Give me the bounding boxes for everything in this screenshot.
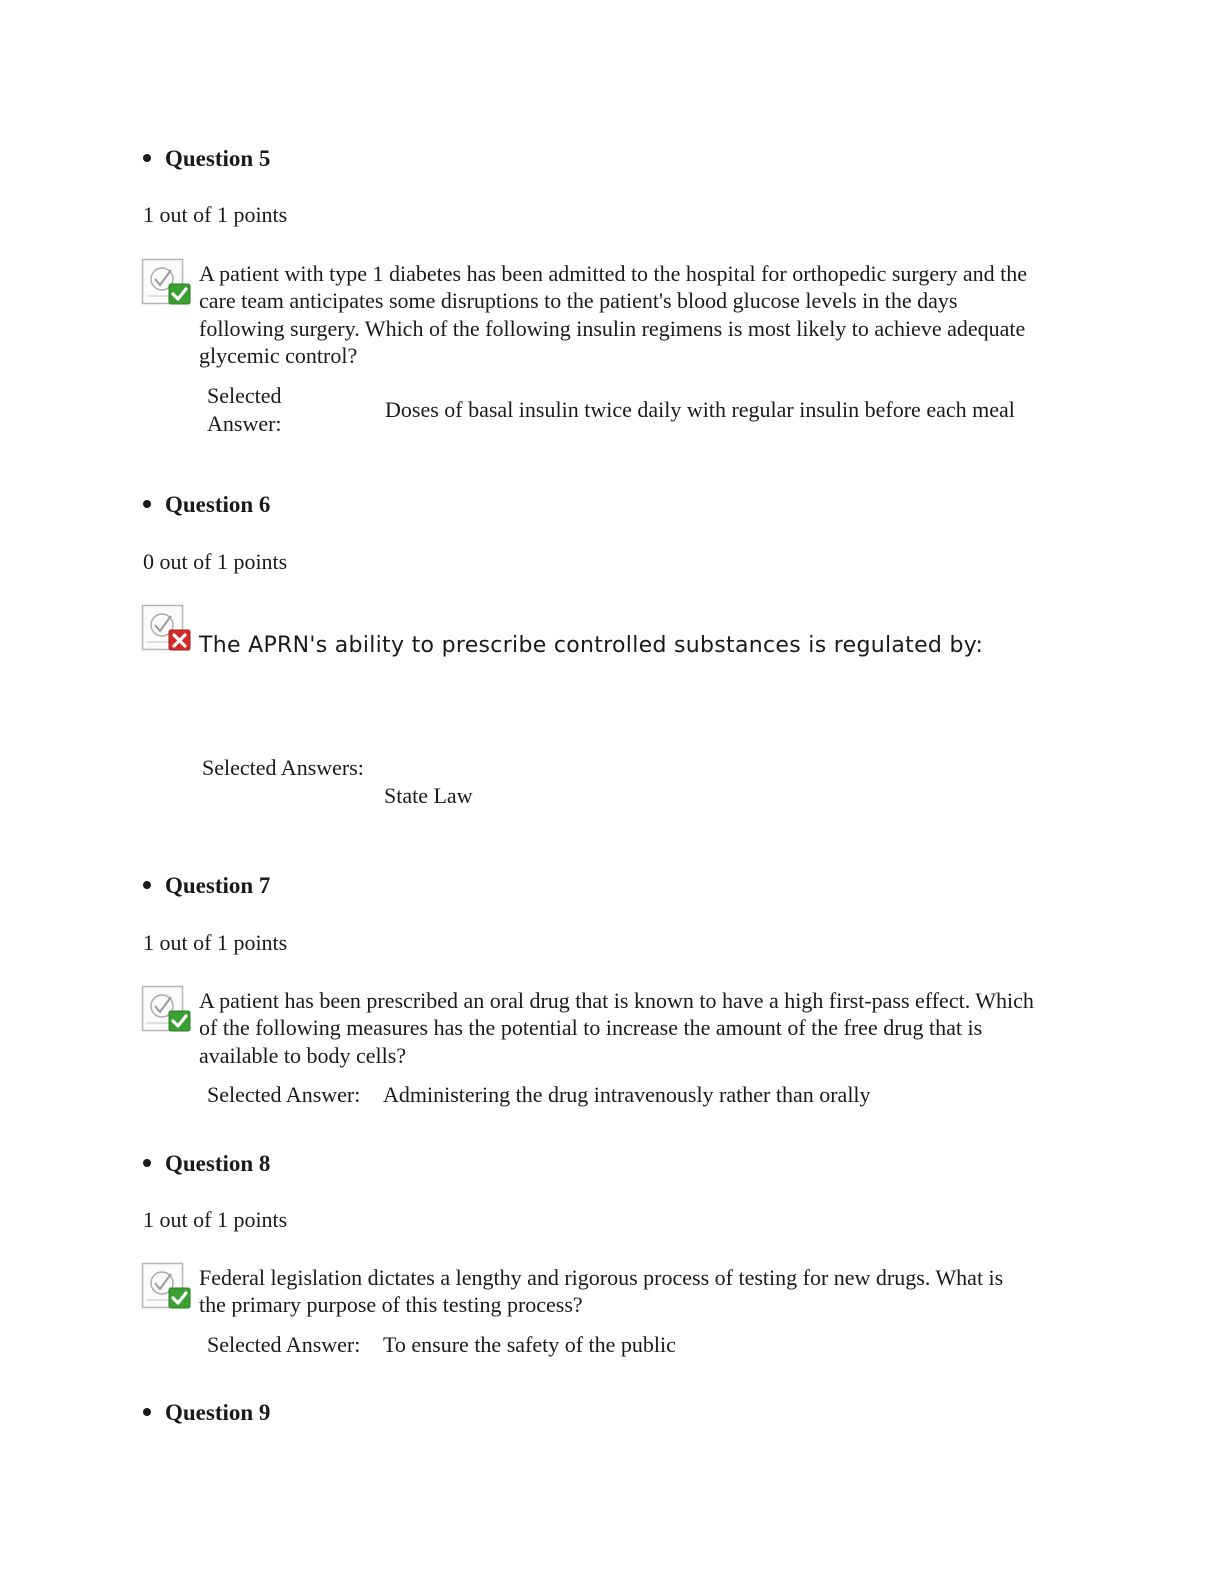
selected-answer-value: State Law (384, 783, 473, 808)
points-score: 1 out of 1 points (143, 202, 288, 227)
question-text: The APRN's ability to prescribe controlled substances is regulated by: (199, 633, 984, 658)
points-score: 1 out of 1 points (143, 1207, 288, 1232)
selected-answer-value: Administering the drug intravenously rather than orally (383, 1082, 871, 1107)
points-score: 1 out of 1 points (143, 930, 288, 955)
question-heading: Question 5 (143, 145, 270, 173)
selected-answer-label: Selected Answer: (207, 1332, 361, 1357)
question-text: A patient has been prescribed an oral drug that is known to have a high first-pass effect. Which of the following measures has the potential to increase the amount of the free drug that is available to body cells? (199, 988, 1034, 1068)
selected-answer-label: Selected Answer: (207, 1082, 361, 1107)
question-heading: Question 8 (143, 1150, 270, 1178)
question-heading: Question 6 (143, 491, 270, 519)
points-score: 0 out of 1 points (143, 549, 288, 574)
correct-status-icon (141, 258, 193, 308)
question-heading: Question 9 (143, 1399, 270, 1427)
question-text: A patient with type 1 diabetes has been admitted to the hospital for orthopedic surgery and the care team anticipates some disruptions to the patient's blood glucose levels in the days following surgery. Which of the following insulin regimens is most likely to achieve adequate glycemic control? (199, 261, 1028, 368)
question-text: Federal legislation dictates a lengthy and rigorous process of testing for new drugs. What is the primary purpose of this testing process? (199, 1265, 1004, 1318)
bullet-icon (143, 881, 151, 889)
correct-status-icon (141, 1262, 193, 1312)
selected-answer-value: Doses of basal insulin twice daily with regular insulin before each meal (385, 397, 1015, 422)
selected-answer-value: To ensure the safety of the public (383, 1332, 676, 1357)
question-heading: Question 7 (143, 872, 270, 900)
bullet-icon (143, 1159, 151, 1167)
selected-answer-label: Selected Answer: (207, 383, 282, 436)
incorrect-status-icon (141, 604, 193, 654)
bullet-icon (143, 1408, 151, 1416)
bullet-icon (143, 154, 151, 162)
selected-answer-label: Selected Answers: (202, 755, 364, 780)
bullet-icon (143, 500, 151, 508)
correct-status-icon (141, 985, 193, 1035)
